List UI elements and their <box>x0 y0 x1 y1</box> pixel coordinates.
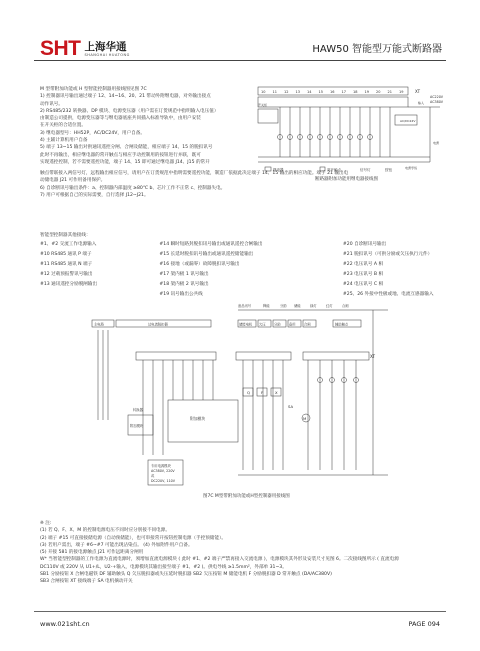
intro-line: 3) 继电器型号：HH52P，AC/DC24V，用户自备。 <box>40 130 145 136</box>
intro-line: M 型带附加功能或 H 型智能控制器用接线图见图 7C <box>40 87 147 92</box>
terminal-row <box>40 250 440 260</box>
terminal-cell: #13 通讯遥控分励脱闸输出 <box>40 282 98 288</box>
terminal-cell: #21 脱扣讯号（可供分励或欠压执行元件） <box>342 252 433 258</box>
page-title: HAW50 智能型万能式断路器 <box>312 44 442 55</box>
intro-line: 2) RS485/232 转换器、DP 模块、电源变压器（用户需在订货规范中指明输入电压值） <box>40 108 219 114</box>
terminal-number: 16 <box>330 90 335 94</box>
terminal-number: 21 <box>387 90 392 94</box>
intro-line: 5) 端子 13~15 输出对供通讯遥控分闸、合闸及储能，相应端子 14、15 的脱扣讯号 <box>40 145 213 151</box>
power-module-line: AC380V, 220V <box>151 469 175 473</box>
terminal-row <box>40 270 440 280</box>
intro-line: 在开关柜的合适位置。 <box>40 123 86 129</box>
terminal-cell: #11 RS485 通讯 N 端子 <box>40 262 93 268</box>
terminal-number: 11 <box>272 90 277 94</box>
logo-text: SHT <box>40 37 81 60</box>
terminal-cell: #19 讯号输出公共线 <box>159 292 203 298</box>
input-label: 输入 <box>418 101 425 105</box>
cabinet-label: 开关柜 <box>258 103 268 107</box>
circuit-subheader-cell: 分励 <box>280 304 287 308</box>
wide-text <box>40 170 450 199</box>
dc-label: AC/DC24V <box>400 119 416 123</box>
logo-en-text: SHANGHAI HUATONG <box>84 52 130 57</box>
terminal-cell: #14 瞬时短路封脱扣讯号输出或通讯遥控合闸输出 <box>159 242 263 248</box>
intro-line: 1) 控制器讯号输出通过端子 12、14~16、20、21 带动外附继电器，对外输出接点 <box>40 94 211 100</box>
terminal-cell: #24 电压讯号 C 相 <box>342 282 384 288</box>
legend-lamp: 信号灯 <box>360 168 371 172</box>
terminal-cell: #15 长延时脱扣讯号输出或通讯遥控储能输出 <box>159 252 254 258</box>
d2-module-label: 附加模块 <box>190 416 206 421</box>
intro-line: 4) 主辅计算机用户自备 <box>40 138 88 144</box>
header-divider <box>34 60 446 61</box>
intro-line: 由制造公司提供，电源变压器等与继电器底座共同插入标准导轨中，由用户安装 <box>40 116 201 122</box>
wide-line: 7) 用户可根据自己的实际需要，自行选择 J12~J21。 <box>40 192 149 198</box>
note-line: (5) 开接 581 的接电源触点 J21 可作远距离分闸用 <box>40 550 144 556</box>
legend-button: 按钮 <box>385 168 392 172</box>
circuit-subheader-cell: 合闸 <box>342 304 349 308</box>
source-label: 电源 <box>433 141 440 145</box>
terminal-number: 17 <box>341 90 346 94</box>
controller-wiring-diagram <box>88 300 393 500</box>
note-line: DC110V 或 220V 从 U1+/L，U2-+输入，电源模块其输出接至端子 #1、#2 )。供电导线 ≥1.5mm²，外部单 31~3。 <box>40 564 287 570</box>
circuit-header-cell: 欠压 <box>259 322 266 327</box>
legend-relay: 继电器 <box>273 168 284 172</box>
intro-text <box>40 86 250 166</box>
wide-line: 动储电器 J21 可作用备用保护。 <box>40 178 106 184</box>
intro-line: 动作讯号。 <box>40 101 63 107</box>
terminal-cell: #1、#2 交流工作电源输入 <box>40 242 97 248</box>
circuit-header-cell: 储能电机 <box>239 322 253 327</box>
terminal-number: 14 <box>307 90 312 94</box>
d2-m-label: M <box>303 416 307 421</box>
diagram2-caption: 图7C M型带附加功能或H型控制器用接线图 <box>203 494 290 499</box>
circuit-subheader-cell: 绿灯 <box>310 304 317 308</box>
terminal-cell: #22 电压讯号 A 相 <box>342 262 384 268</box>
terminal-number: 10 <box>261 90 266 94</box>
circuit-header-cell: 分励 <box>274 322 281 327</box>
d2-xt-label: XT <box>370 354 376 359</box>
note-line: W* 当智能型控制器的工作电源为直流电源时，须增加直流电源模块 ( 此时 #1、#2 端子严禁再接入交流电源 )，电源模块其外形及安装尺寸见图 6。二次接线图所示 ( 直流电源 <box>40 557 399 563</box>
terminal-number: 19 <box>364 90 369 94</box>
terminal-cell: #23 电压讯号 B 相 <box>342 272 384 278</box>
terminal-number: 20 <box>376 90 381 94</box>
circuit-subheader-cell: 红灯 <box>326 304 333 308</box>
xt-label: XT <box>415 89 421 94</box>
terminal-number: 12 <box>284 90 289 94</box>
power-module-line: 或 <box>151 474 155 478</box>
d2-aux-label: 附加模块 <box>130 424 144 428</box>
company-logo <box>40 37 130 61</box>
terminals-title: 智能型控制器其他接线： <box>40 233 91 238</box>
note-line: SB1 分励按钮 X 合闸电磁铁 DF 辅助触头 Q 欠压脱扣器或失压延时脱扣器 SB2 欠压按钮 M 储能电机 F 分励脱扣器 D 常开触点 (DA/AC380V) <box>40 572 332 578</box>
circuit-header-cell: 备用 <box>289 322 296 327</box>
footer-divider <box>34 611 446 612</box>
terminals-table <box>40 240 440 300</box>
power-module-line: DC220V, 110V <box>151 479 176 483</box>
circuit-subheader-cell: 释能 <box>263 304 270 308</box>
power-module-line: 专用电源模块 <box>151 464 171 468</box>
terminal-cell: #17 架内极 1 讯号输出 <box>159 272 209 278</box>
circuit-subheader-cell: 备品讯号 <box>238 304 252 308</box>
terminal-number: 13 <box>295 90 300 94</box>
terminal-row <box>40 290 440 300</box>
circuit-header-cell: 合闸 <box>304 322 311 327</box>
terminal-cell: #10 RS485 通讯 P 端子 <box>40 252 92 258</box>
logo-cn-text: 上海华通 <box>84 40 127 53</box>
terminal-number: 15 <box>318 90 323 94</box>
diagram1-caption: 断路器附加功能用继电器接线图 <box>315 177 378 182</box>
wide-line: 6) 自诊断讯号输出条件：a、控制器内部温度 ≥80℃ b、芯片工作不正常 c、控制器失电。 <box>40 185 226 191</box>
relay-wiring-diagram <box>255 82 455 182</box>
ac220-label: AC220V <box>430 95 444 99</box>
note-line: (2) 端子 #15 可直接接储电源（自动预储能），也可串接常开按钮控制电源（手控预储能）。 <box>40 535 226 541</box>
circuit-header-cell: 过电流脱扣器 <box>148 322 168 327</box>
note-line: SB3 合闸按钮 XT 接线端子 SA 电机摘动开关 <box>40 579 133 585</box>
note-line: (3) 若用户需出，端子 #6~#7 可能出现沾染点。 (4) 外加附件用户自备。 <box>40 542 193 548</box>
terminal-row <box>40 280 440 290</box>
note-line: ※ 注: <box>40 521 52 526</box>
d2-f-label: F <box>261 390 264 395</box>
logo-name <box>85 42 130 57</box>
footer-url[interactable]: www.021sht.cn <box>40 620 90 628</box>
circuit-header-cell: 主电路 <box>94 322 104 327</box>
circuit-subheader-cell: 储能 <box>294 304 301 308</box>
circuit-header-cell: 辅助触点 <box>335 322 349 327</box>
intro-line: 实现遥控控制，若不需要遥控功能，端子 14、15 即可通过继电器 J14、J15 的常开 <box>40 159 210 165</box>
intro-line: 此时不再输出，相应继电器的常开触点与相应手动控制用的按钮进行并联，既可 <box>40 152 201 158</box>
terminal-row <box>40 240 440 250</box>
zero-label: 电源零线 <box>405 166 418 170</box>
terminal-cell: #16 接地（或漏零）故障脱扣讯号输出 <box>159 262 240 268</box>
page-number: PAGE 094 <box>408 620 440 628</box>
terminal-cell: #18 架内极 2 讯号输出 <box>159 282 209 288</box>
terminal-cell: #20 自诊断讯号输出 <box>342 242 387 248</box>
terminal-cell: #12 过载预报警讯号输出 <box>40 272 93 278</box>
terminal-row <box>40 260 440 270</box>
legend-no-contact: 常开触点 <box>327 168 341 172</box>
terminal-number: 18 <box>353 90 358 94</box>
d2-q-label: Q <box>247 390 250 395</box>
d2-converter-label: 转换器 <box>133 408 143 412</box>
d2-sa-label: SA <box>288 404 294 409</box>
notes-section <box>40 520 460 586</box>
terminal-number: 19 <box>399 90 404 94</box>
note-line: (1) 若 Q、F、X、M 的控制电源电压不同时应分别接不同电源。 <box>40 528 170 534</box>
ac380-label: AC380V <box>430 100 444 104</box>
wide-line: 触点带联接入两信号灯，远程输出相应信号，请用户在订货规范中指明需要遥控功能，制造厂依据此决定端子 14、15 输出的相应功能。端子 21 输出电 <box>40 171 349 176</box>
d2-x-label: X <box>275 390 278 395</box>
terminal-cell: #25、26 外接中性极或地、电流互感器输入 <box>342 292 434 298</box>
